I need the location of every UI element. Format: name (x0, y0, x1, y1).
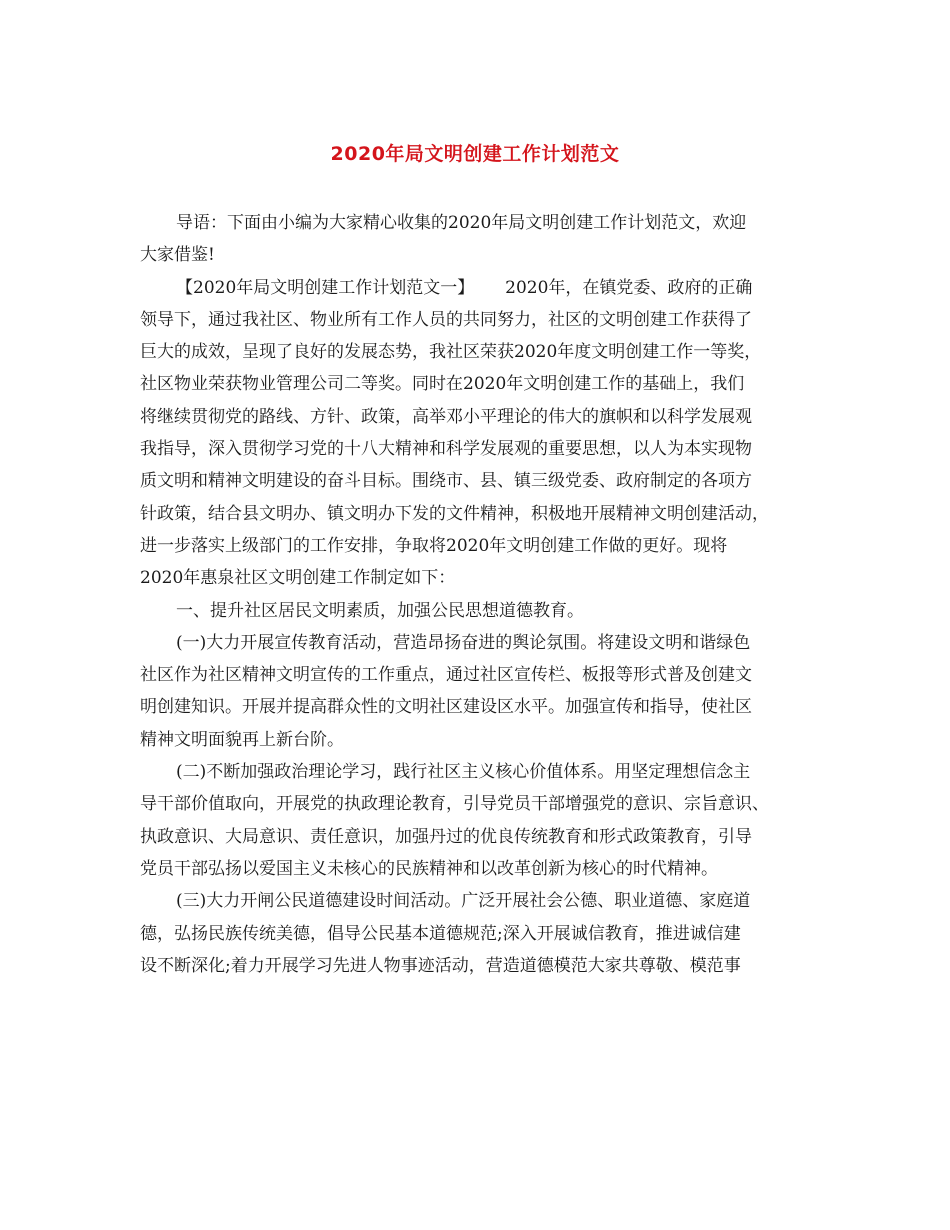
text-line: 导语：下面由小编为大家精心收集的2020年局文明创建工作计划范文，欢迎 (176, 213, 747, 233)
text-line: 设不断深化;着力开展学习先进人物事迹活动，营造道德模范大家共尊敬、模范事 (140, 955, 741, 976)
text-line: 明创建知识。开展并提高群众性的文明社区建设区水平。加强宣传和指导，使社区 (140, 697, 752, 718)
text-line: 2020年惠泉社区文明创建工作制定如下： (140, 568, 456, 589)
text-line: 执政意识、大局意识、责任意识，加强丹过的优良传统教育和形式政策教育，引导 (140, 826, 752, 847)
text-line: 进一步落实上级部门的工作安排，争取将2020年文明创建工作做的更好。现将 (140, 535, 728, 556)
text-line: 一、提升社区居民文明素质，加强公民思想道德教育。 (176, 600, 584, 621)
text-line: 德，弘扬民族传统美德，倡导公民基本道德规范;深入开展诚信教育，推进诚信建 (140, 923, 741, 944)
text-line: (一)大力开展宣传教育活动，营造昂扬奋进的舆论氛围。将建设文明和谐绿色 (176, 632, 751, 653)
text-line: 社区作为社区精神文明宣传的工作重点，通过社区宣传栏、板报等形式普及创建文 (140, 665, 752, 686)
text-line: 我指导，深入贯彻学习党的十八大精神和科学发展观的重要思想，以人为本实现物 (140, 439, 752, 460)
text-line: 社区物业荣获物业管理公司二等奖。同时在2020年文明创建工作的基础上，我们 (140, 374, 745, 395)
text-line: 针政策，结合县文明办、镇文明办下发的文件精神，积极地开展精神文明创建活动， (140, 503, 769, 524)
text-line: 导干部价值取向，开展党的执政理论教育，引导党员干部增强党的意识、宗旨意识、 (140, 794, 769, 815)
text-line: 大家借鉴! (140, 245, 215, 266)
text-line: (二)不断加强政治理论学习，践行社区主义核心价值体系。用坚定理想信念主 (176, 762, 751, 783)
text-line: 将继续贯彻党的路线、方针、政策，高举邓小平理论的伟大的旗帜和以科学发展观 (140, 406, 752, 427)
text-line: 党员干部弘扬以爱国主义未核心的民族精神和以改革创新为核心的时代精神。 (140, 858, 718, 879)
text-line: 精神文明面貌再上新台阶。 (140, 729, 344, 750)
text-line: 【2020年局文明创建工作计划范文一】 2020年，在镇党委、政府的正确 (176, 277, 753, 298)
text-line: 质文明和精神文明建设的奋斗目标。围绕市、县、镇三级党委、政府制定的各项方 (140, 471, 752, 492)
text-line: 领导下，通过我社区、物业所有工作人员的共同努力，社区的文明创建工作获得了 (140, 309, 752, 330)
document-title: 2020年局文明创建工作计划范文 (330, 143, 620, 165)
document-body (140, 207, 822, 982)
text-line: 巨大的成效，呈现了良好的发展态势，我社区荣获2020年度文明创建工作一等奖， (140, 342, 762, 363)
text-line: (三)大力开闸公民道德建设时间活动。广泛开展社会公德、职业道德、家庭道 (176, 891, 751, 912)
